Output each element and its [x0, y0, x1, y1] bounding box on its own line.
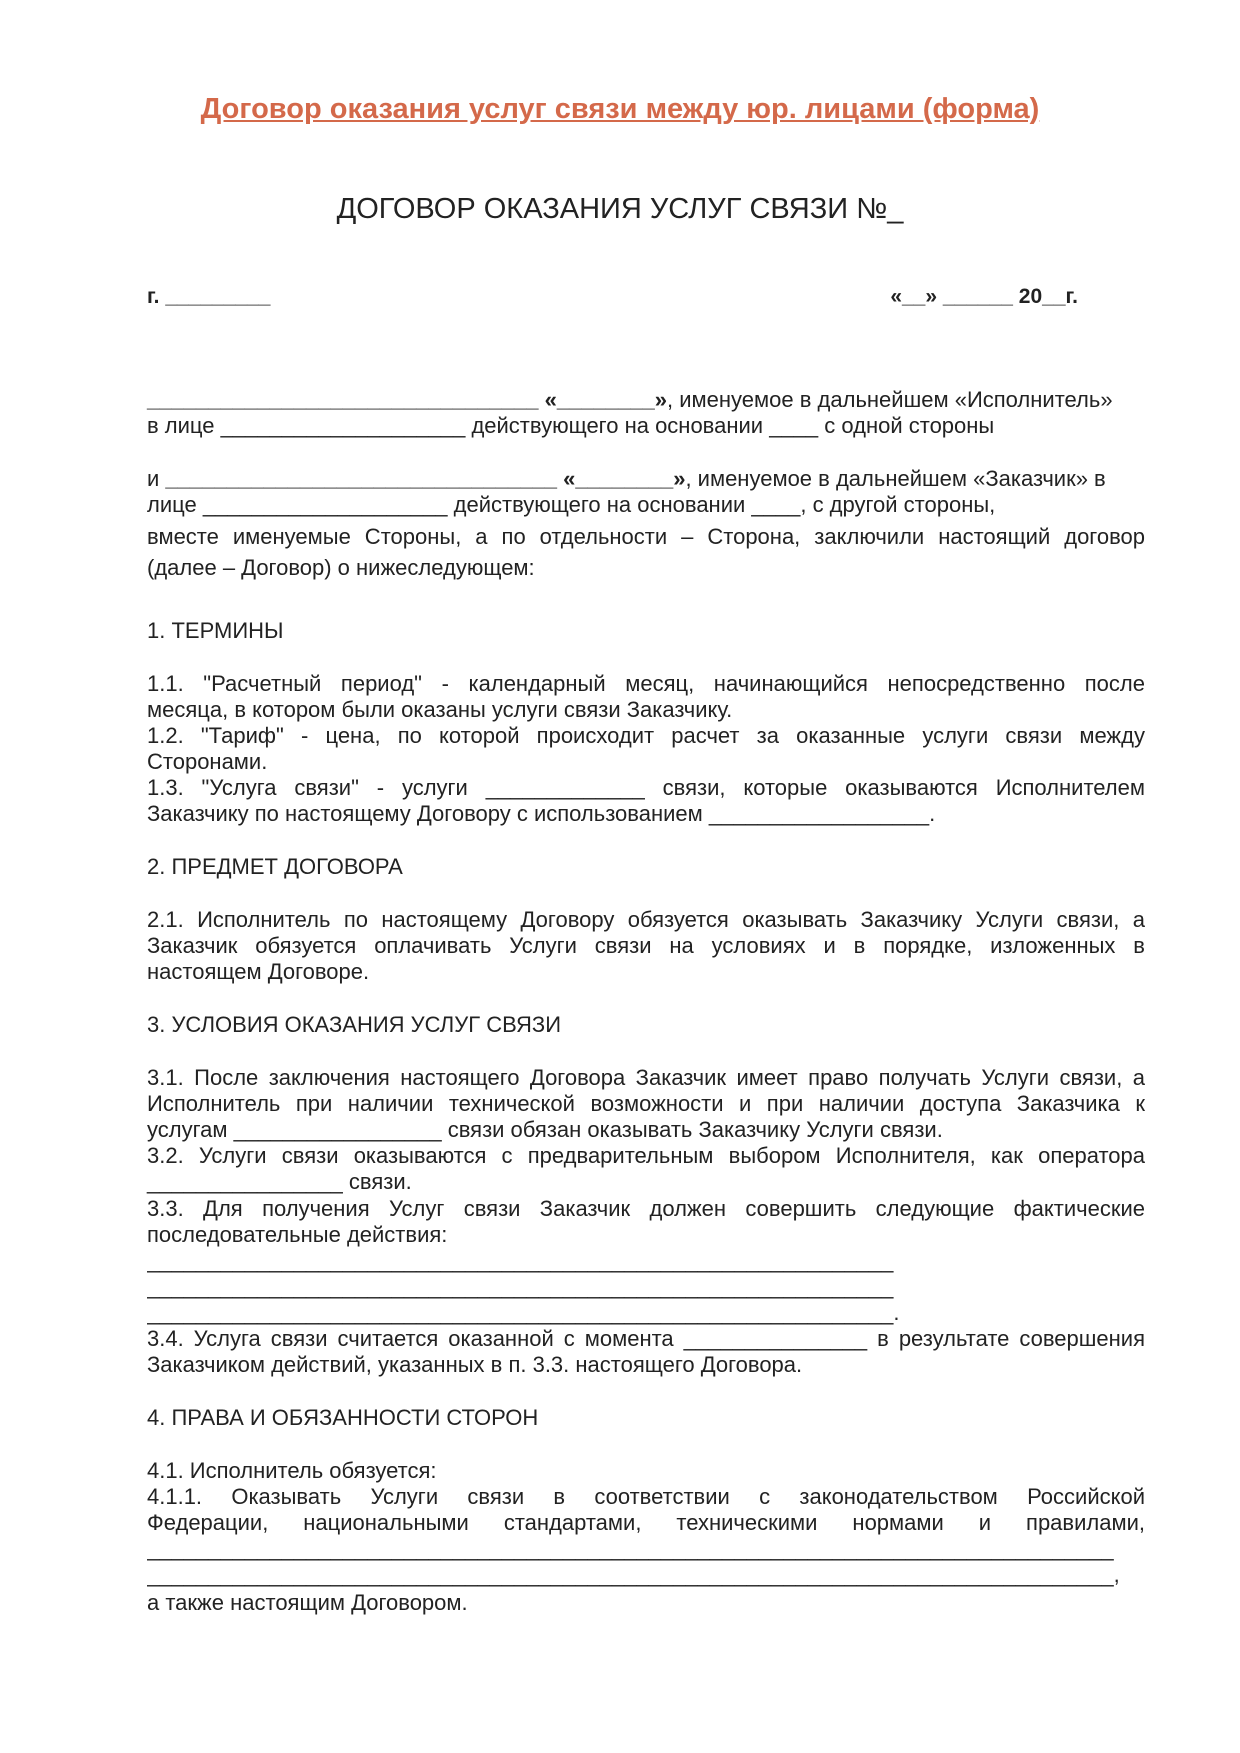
s2-line3: настоящем Договоре.: [147, 959, 370, 984]
party2-conjunction: и: [147, 466, 160, 491]
party1-name-blank: ________________________________: [147, 387, 539, 412]
preamble-party2-line2: лице ____________________ действующего на основании ____, с другой стороны,: [147, 492, 996, 517]
s2-line1: 2.1. Исполнитель по настоящему Договору обязуется оказывать Заказчику Услуги связи, а: [147, 907, 1145, 932]
contract-title: ДОГОВОР ОКАЗАНИЯ УСЛУГ СВЯЗИ №_: [336, 193, 904, 225]
s4-line3: Федерации, национальными стандартами, техническими нормами и правилами,: [147, 1510, 1145, 1535]
s3-line2: Исполнитель при наличии технической возможности и при наличии доступа Заказчика к: [147, 1091, 1145, 1116]
preamble-party2-line1: [147, 466, 1145, 492]
s3-line12: Заказчиком действий, указанных в п. 3.3. настоящего Договора.: [147, 1352, 803, 1377]
s4-line2: 4.1.1. Оказывать Услуги связи в соответствии с законодательством Российской: [147, 1484, 1145, 1509]
preamble-party1-line2: в лице ____________________ действующего на основании ____ с одной стороны: [147, 413, 995, 438]
party2-short-name: «________»: [563, 466, 686, 491]
party1-short-name: «________»: [544, 387, 668, 412]
s4-line6: а также настоящим Договором.: [147, 1590, 468, 1615]
s1-line6: Заказчику по настоящему Договору с использованием __________________.: [147, 801, 936, 826]
s1-line5: 1.3. "Услуга связи" - услуги _____________ связи, которые оказываются Исполнителем: [147, 775, 1145, 800]
document-link-title[interactable]: Договор оказания услуг связи между юр. лицами (форма): [200, 93, 1040, 125]
s4-standards-blank-2: _______________________________________________________________________________,: [147, 1562, 1120, 1587]
s3-line1: 3.1. После заключения настоящего Договора Заказчик имеет право получать Услуги связи, а: [147, 1065, 1145, 1090]
city-field: г. _________: [147, 285, 271, 308]
preamble-party1-line1: [147, 387, 1145, 413]
section-3-heading: 3. УСЛОВИЯ ОКАЗАНИЯ УСЛУГ СВЯЗИ: [147, 1012, 562, 1037]
s3-line4: 3.2. Услуги связи оказываются с предварительным выбором Исполнителя, как оператора: [147, 1143, 1145, 1168]
s3-action-blank-3: _____________________________________________________________.: [147, 1300, 900, 1325]
s1-line2: месяца, в котором были оказаны услуги связи Заказчику.: [147, 697, 733, 722]
section-2-heading: 2. ПРЕДМЕТ ДОГОВОРА: [147, 854, 403, 879]
s3-line11: 3.4. Услуга связи считается оказанной с момента _______________ в результате совершения: [147, 1326, 1145, 1351]
date-field: «__» ______ 20__г.: [890, 285, 1078, 308]
s4-line1: 4.1. Исполнитель обязуется:: [147, 1458, 437, 1483]
s3-line5: ________________ связи.: [147, 1169, 412, 1194]
party2-name-blank: ________________________________: [165, 466, 557, 491]
s2-line2: Заказчик обязуется оплачивать Услуги связи на условиях и в порядке, изложенных в: [147, 933, 1145, 958]
s3-line6: 3.3. Для получения Услуг связи Заказчик должен совершить следующие фактические: [147, 1196, 1145, 1221]
s3-action-blank-1: _____________________________________________________________: [147, 1248, 894, 1273]
s1-line4: Сторонами.: [147, 749, 268, 774]
s4-standards-blank-1: _______________________________________________________________________________: [147, 1536, 1114, 1561]
s1-line3: 1.2. "Тариф" - цена, по которой происходит расчет за оказанные услуги связи между: [147, 723, 1145, 748]
s3-line3: услугам _________________ связи обязан оказывать Заказчику Услуги связи.: [147, 1117, 943, 1142]
s3-line7: последовательные действия:: [147, 1222, 448, 1247]
section-4-heading: 4. ПРАВА И ОБЯЗАННОСТИ СТОРОН: [147, 1405, 539, 1430]
preamble-party2-line3: вместе именуемые Стороны, а по отдельности – Сторона, заключили настоящий договор: [147, 524, 1145, 549]
party1-role-text: , именуемое в дальнейшем «Исполнитель»: [667, 387, 1113, 412]
preamble-party2-line4: (далее – Договор) о нижеследующем:: [147, 555, 535, 580]
section-1-heading: 1. ТЕРМИНЫ: [147, 618, 284, 643]
s3-action-blank-2: _____________________________________________________________: [147, 1274, 894, 1299]
party2-role-text: , именуемое в дальнейшем «Заказчик» в: [685, 466, 1106, 491]
s1-line1: 1.1. "Расчетный период" - календарный месяц, начинающийся непосредственно после: [147, 671, 1145, 696]
